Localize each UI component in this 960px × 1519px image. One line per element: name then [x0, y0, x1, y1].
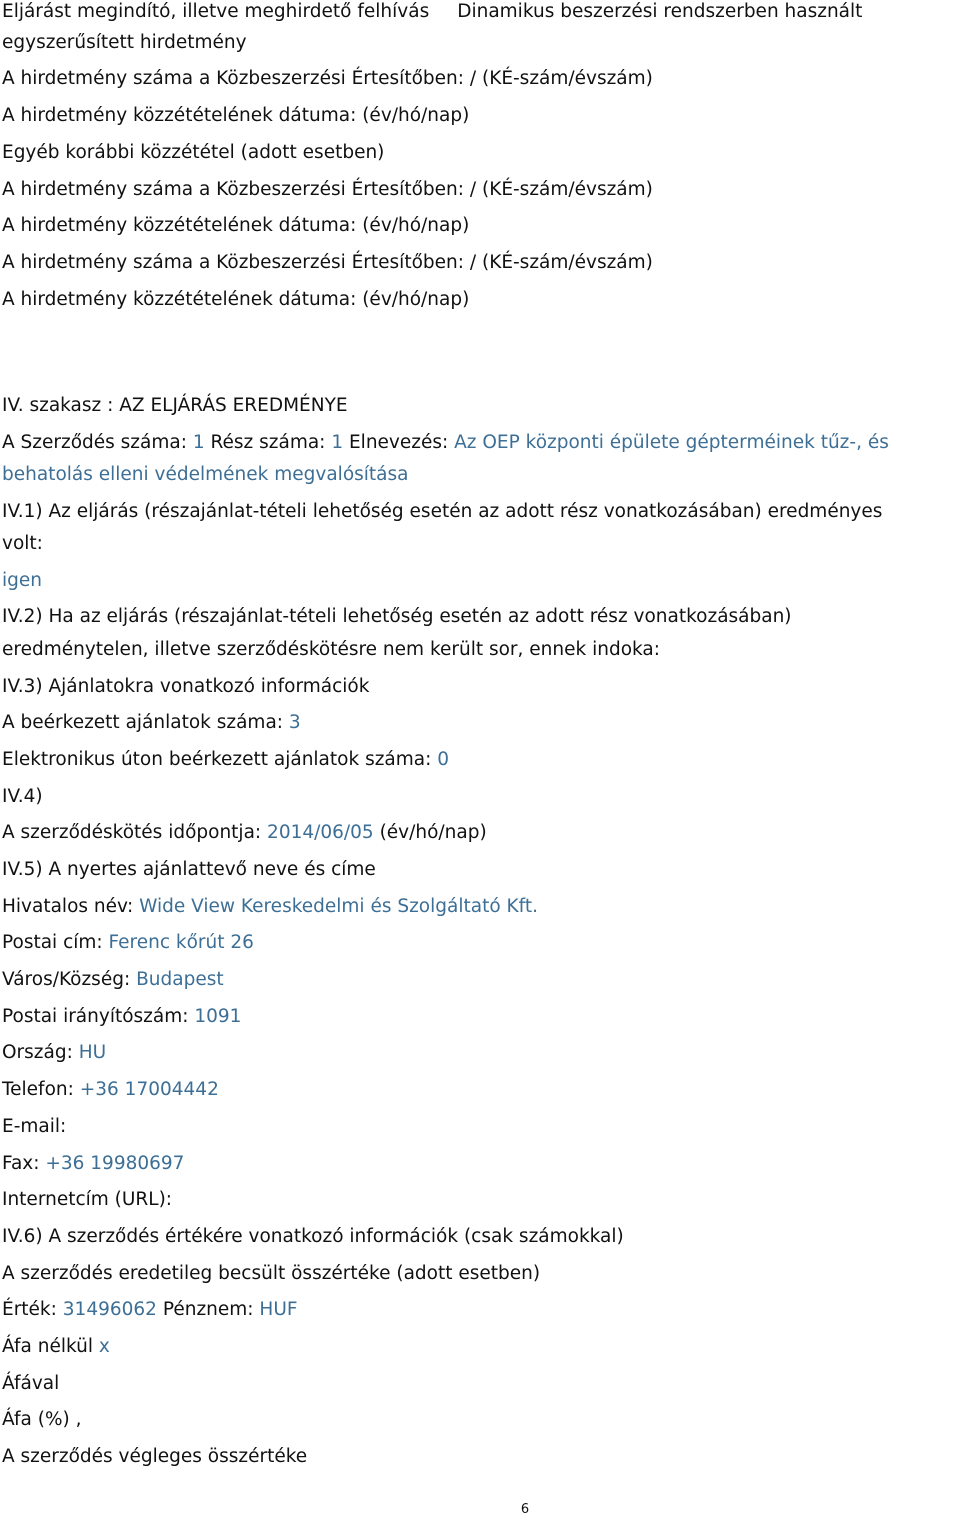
procedure-notice-value: Dinamikus beszerzési rendszerben használt	[457, 1, 863, 22]
fax-label: Fax:	[2, 1153, 40, 1174]
phone-line	[2, 1078, 952, 1102]
iv6-heading: IV.6) A szerződés értékére vonatkozó információk (csak számokkal)	[2, 1226, 624, 1247]
iv3-heading: IV.3) Ajánlatokra vonatkozó információk	[2, 676, 370, 697]
contract-name-value: Az OEP központi épülete gépterméinek tűz-, és	[454, 432, 889, 453]
conclusion-date-value: 2014/06/05	[267, 822, 374, 843]
iv1-question: IV.1) Az eljárás (részajánlat-tételi lehetőség esetén az adott rész vonatkozásában) eredményes	[2, 501, 883, 522]
offers-count-label: A beérkezett ajánlatok száma:	[2, 712, 284, 733]
fax-value: +36 19980697	[45, 1153, 185, 1174]
final-total-label: A szerződés végleges összértéke	[2, 1446, 308, 1467]
conclusion-date-line	[2, 821, 952, 845]
postal-address-label: Postai cím:	[2, 932, 103, 953]
currency-label: Pénznem:	[162, 1299, 254, 1320]
procedure-notice-line	[2, 0, 952, 24]
url-label: Internetcím (URL):	[2, 1189, 173, 1210]
lot-number-label: Rész száma:	[210, 432, 326, 453]
official-name-value: Wide View Kereskedelmi és Szolgáltató Kft.	[139, 896, 538, 917]
procedure-notice-value-cont: egyszerűsített hirdetmény	[2, 32, 247, 53]
currency-value: HUF	[259, 1299, 298, 1320]
notice-date-line: A hirdetmény közzétételének dátuma: (év/hó/nap)	[2, 105, 470, 126]
iv2-question: IV.2) Ha az eljárás (részajánlat-tételi lehetőség esetén az adott rész vonatkozásában)	[2, 606, 792, 627]
other-publication-heading: Egyéb korábbi közzététel (adott esetben)	[2, 142, 385, 163]
postcode-line	[2, 1005, 952, 1029]
vat-excluded-line	[2, 1335, 952, 1359]
procedure-notice-label: Eljárást megindító, illetve meghirdető felhívás	[2, 1, 430, 22]
other-notice-number-1: A hirdetmény száma a Közbeszerzési Értesítőben: / (KÉ-szám/évszám)	[2, 179, 653, 200]
section-title: IV. szakasz : AZ ELJÁRÁS EREDMÉNYE	[2, 395, 348, 416]
vat-excluded-label: Áfa nélkül	[2, 1336, 93, 1357]
city-line	[2, 968, 952, 992]
other-notice-number-2: A hirdetmény száma a Közbeszerzési Értesítőben: / (KÉ-szám/évszám)	[2, 252, 653, 273]
postal-address-value: Ferenc kőrút 26	[108, 932, 254, 953]
offers-count-line	[2, 711, 952, 735]
contract-number-label: A Szerződés száma:	[2, 432, 187, 453]
city-value: Budapest	[136, 969, 224, 990]
iv1-answer: igen	[2, 570, 42, 591]
notice-number-line: A hirdetmény száma a Közbeszerzési Értesítőben: / (KÉ-szám/évszám)	[2, 68, 653, 89]
other-notice-date-1: A hirdetmény közzétételének dátuma: (év/hó/nap)	[2, 215, 470, 236]
vat-excluded-mark: x	[98, 1336, 110, 1357]
vat-percent-label: Áfa (%) ,	[2, 1409, 82, 1430]
estimated-total-label: A szerződés eredetileg becsült összértéke (adott esetben)	[2, 1263, 541, 1284]
country-label: Ország:	[2, 1042, 73, 1063]
conclusion-date-unit: (év/hó/nap)	[379, 822, 487, 843]
contract-name-value-cont: behatolás elleni védelmének megvalósítása	[2, 464, 409, 485]
phone-label: Telefon:	[2, 1079, 74, 1100]
vat-included-label: Áfával	[2, 1373, 60, 1394]
conclusion-date-label: A szerződéskötés időpontja:	[2, 822, 262, 843]
iv2-question-cont: eredménytelen, illetve szerződéskötésre nem került sor, ennek indoka:	[2, 639, 660, 660]
other-notice-date-2: A hirdetmény közzétételének dátuma: (év/hó/nap)	[2, 289, 470, 310]
country-value: HU	[78, 1042, 107, 1063]
iv4-heading: IV.4)	[2, 786, 43, 807]
postcode-label: Postai irányítószám:	[2, 1006, 189, 1027]
contract-number-value: 1	[192, 432, 205, 453]
email-label: E-mail:	[2, 1116, 67, 1137]
phone-value: +36 17004442	[79, 1079, 219, 1100]
lot-number-value: 1	[331, 432, 344, 453]
city-label: Város/Község:	[2, 969, 131, 990]
country-line	[2, 1041, 952, 1065]
official-name-line	[2, 895, 952, 919]
value-label: Érték:	[2, 1299, 57, 1320]
value-amount: 31496062	[62, 1299, 157, 1320]
official-name-label: Hivatalos név:	[2, 896, 134, 917]
electronic-offers-value: 0	[437, 749, 450, 770]
contract-name-label: Elnevezés:	[348, 432, 449, 453]
iv5-heading: IV.5) A nyertes ajánlattevő neve és címe	[2, 859, 376, 880]
page-number: 6	[520, 1502, 530, 1517]
fax-line	[2, 1152, 952, 1176]
electronic-offers-label: Elektronikus úton beérkezett ajánlatok száma:	[2, 749, 432, 770]
contract-line	[2, 431, 952, 455]
electronic-offers-line	[2, 748, 952, 772]
offers-count-value: 3	[288, 712, 301, 733]
value-line	[2, 1298, 952, 1322]
postal-address-line	[2, 931, 952, 955]
postcode-value: 1091	[194, 1006, 242, 1027]
iv1-question-cont: volt:	[2, 533, 43, 554]
